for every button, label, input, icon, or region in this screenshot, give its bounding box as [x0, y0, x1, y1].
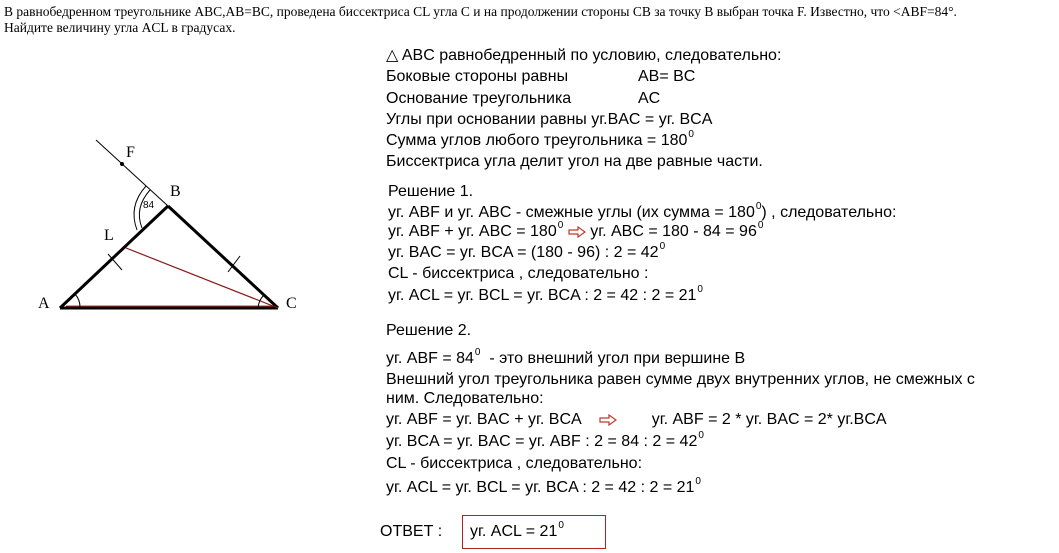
solution-2-line-3: ним. Следовательно: [386, 390, 544, 407]
solution-2-line-7 [386, 476, 701, 497]
degree-sup: 0 [558, 520, 564, 531]
problem-line-2: Найдите величину угла ACL в градусах. [4, 20, 236, 35]
label-c: C [286, 295, 297, 312]
degree-sup: 0 [698, 430, 704, 441]
degree-sup: 0 [697, 284, 703, 295]
degree-sup: 0 [474, 347, 481, 358]
degree-sup: 0 [557, 220, 564, 231]
s2-l4-result: уг. ABF = 2 * уг. BAC = 2* уг.BCA [651, 411, 887, 428]
solution-1-line-4: CL - биссектриса , следовательно : [388, 265, 649, 282]
s1-l2-text: уг. ABF + уг. ABC = 180 [388, 223, 557, 240]
solution-1-line-3 [388, 241, 666, 262]
solution-2-title: Решение 2. [386, 322, 472, 339]
s2-l5-text: уг. BCA = уг. BAC = уг. ABF : 2 = 84 : 2 = 42 [386, 433, 698, 450]
given-line-3-label: Основание треугольника [386, 90, 572, 107]
solution-1-title: Решение 1. [388, 183, 474, 200]
s1-l5-text: уг. ACL = уг. BCL = уг. BCA : 2 = 42 : 2 = 21 [388, 287, 697, 304]
answer-label: ОТВЕТ : [380, 523, 443, 540]
s2-l1-text: уг. ABF = 84 [386, 350, 474, 367]
degree-sup: 0 [755, 201, 762, 212]
solution-1-line-1 [388, 201, 897, 222]
s2-l1-tail: - это внешний угол при вершине B [489, 350, 746, 367]
solution-2-line-1 [386, 347, 746, 368]
implies-arrow-icon [599, 414, 617, 426]
s1-l1-tail: ) , следовательно: [761, 204, 897, 221]
given-line-1: △ ABC равнобедренный по условию, следовательно: [386, 47, 782, 64]
bisector-cl [126, 248, 278, 308]
solution-2-line-6: CL - биссектриса , следовательно: [386, 455, 643, 472]
label-l: L [104, 227, 114, 244]
given-line-2-value: AB= BC [638, 68, 696, 85]
implies-arrow-icon [568, 226, 586, 238]
given-line-3 [386, 90, 661, 108]
solution-2-line-2: Внешний угол треугольника равен сумме двух внутренних углов, не смежных с [386, 371, 975, 388]
side-bc [168, 206, 278, 308]
label-a: A [38, 295, 50, 312]
problem-line-1: В равнобедренном треугольнике ABC,AB=BC, проведена биссектриса CL угла C и на продолжении стороны CB за точку B выбран точка F. Известно, что <ABF=84°. [4, 4, 957, 19]
answer-value [470, 520, 564, 541]
given-line-2 [386, 68, 696, 86]
s1-l1-text: уг. ABF и уг. ABC - смежные углы (их сумма = 180 [388, 204, 755, 221]
given-line-3-value: AC [638, 90, 661, 107]
degree-sup: 0 [688, 129, 694, 140]
point-f [120, 162, 124, 166]
given-line-6: Биссектриса угла делит угол на две равные части. [386, 153, 763, 170]
answer-value-text: уг. ACL = 21 [470, 523, 558, 540]
given-line-4: Углы при основании равны уг.BAC = уг. BCA [386, 111, 713, 128]
label-f: F [126, 144, 135, 161]
triangle-figure [0, 0, 380, 340]
s1-l3-text: уг. BAC = уг. BCA = (180 - 96) : 2 = 42 [388, 244, 659, 261]
degree-sup: 0 [659, 241, 666, 252]
s2-l4-text: уг. ABF = уг. BAC + уг. BCA [386, 411, 581, 428]
solution-1-line-2 [388, 220, 764, 241]
solution-2-line-4 [386, 411, 887, 429]
given-line-5 [386, 129, 694, 150]
given-line-5-text: Сумма углов любого треугольника = 180 [386, 132, 688, 149]
degree-sup: 0 [695, 476, 701, 487]
side-ab [60, 206, 168, 308]
s1-l2-result: уг. ABC = 180 - 84 = 96 [590, 223, 757, 240]
solution-1-line-5 [388, 284, 703, 305]
s2-l7-text: уг. ACL = уг. BCL = уг. BCA : 2 = 42 : 2 = 21 [386, 479, 695, 496]
label-angle-84: 84 [143, 200, 155, 211]
solution-2-line-5 [386, 430, 704, 451]
given-line-2-label: Боковые стороны равны [386, 68, 569, 85]
label-b: B [170, 183, 181, 200]
degree-sup: 0 [757, 220, 764, 231]
